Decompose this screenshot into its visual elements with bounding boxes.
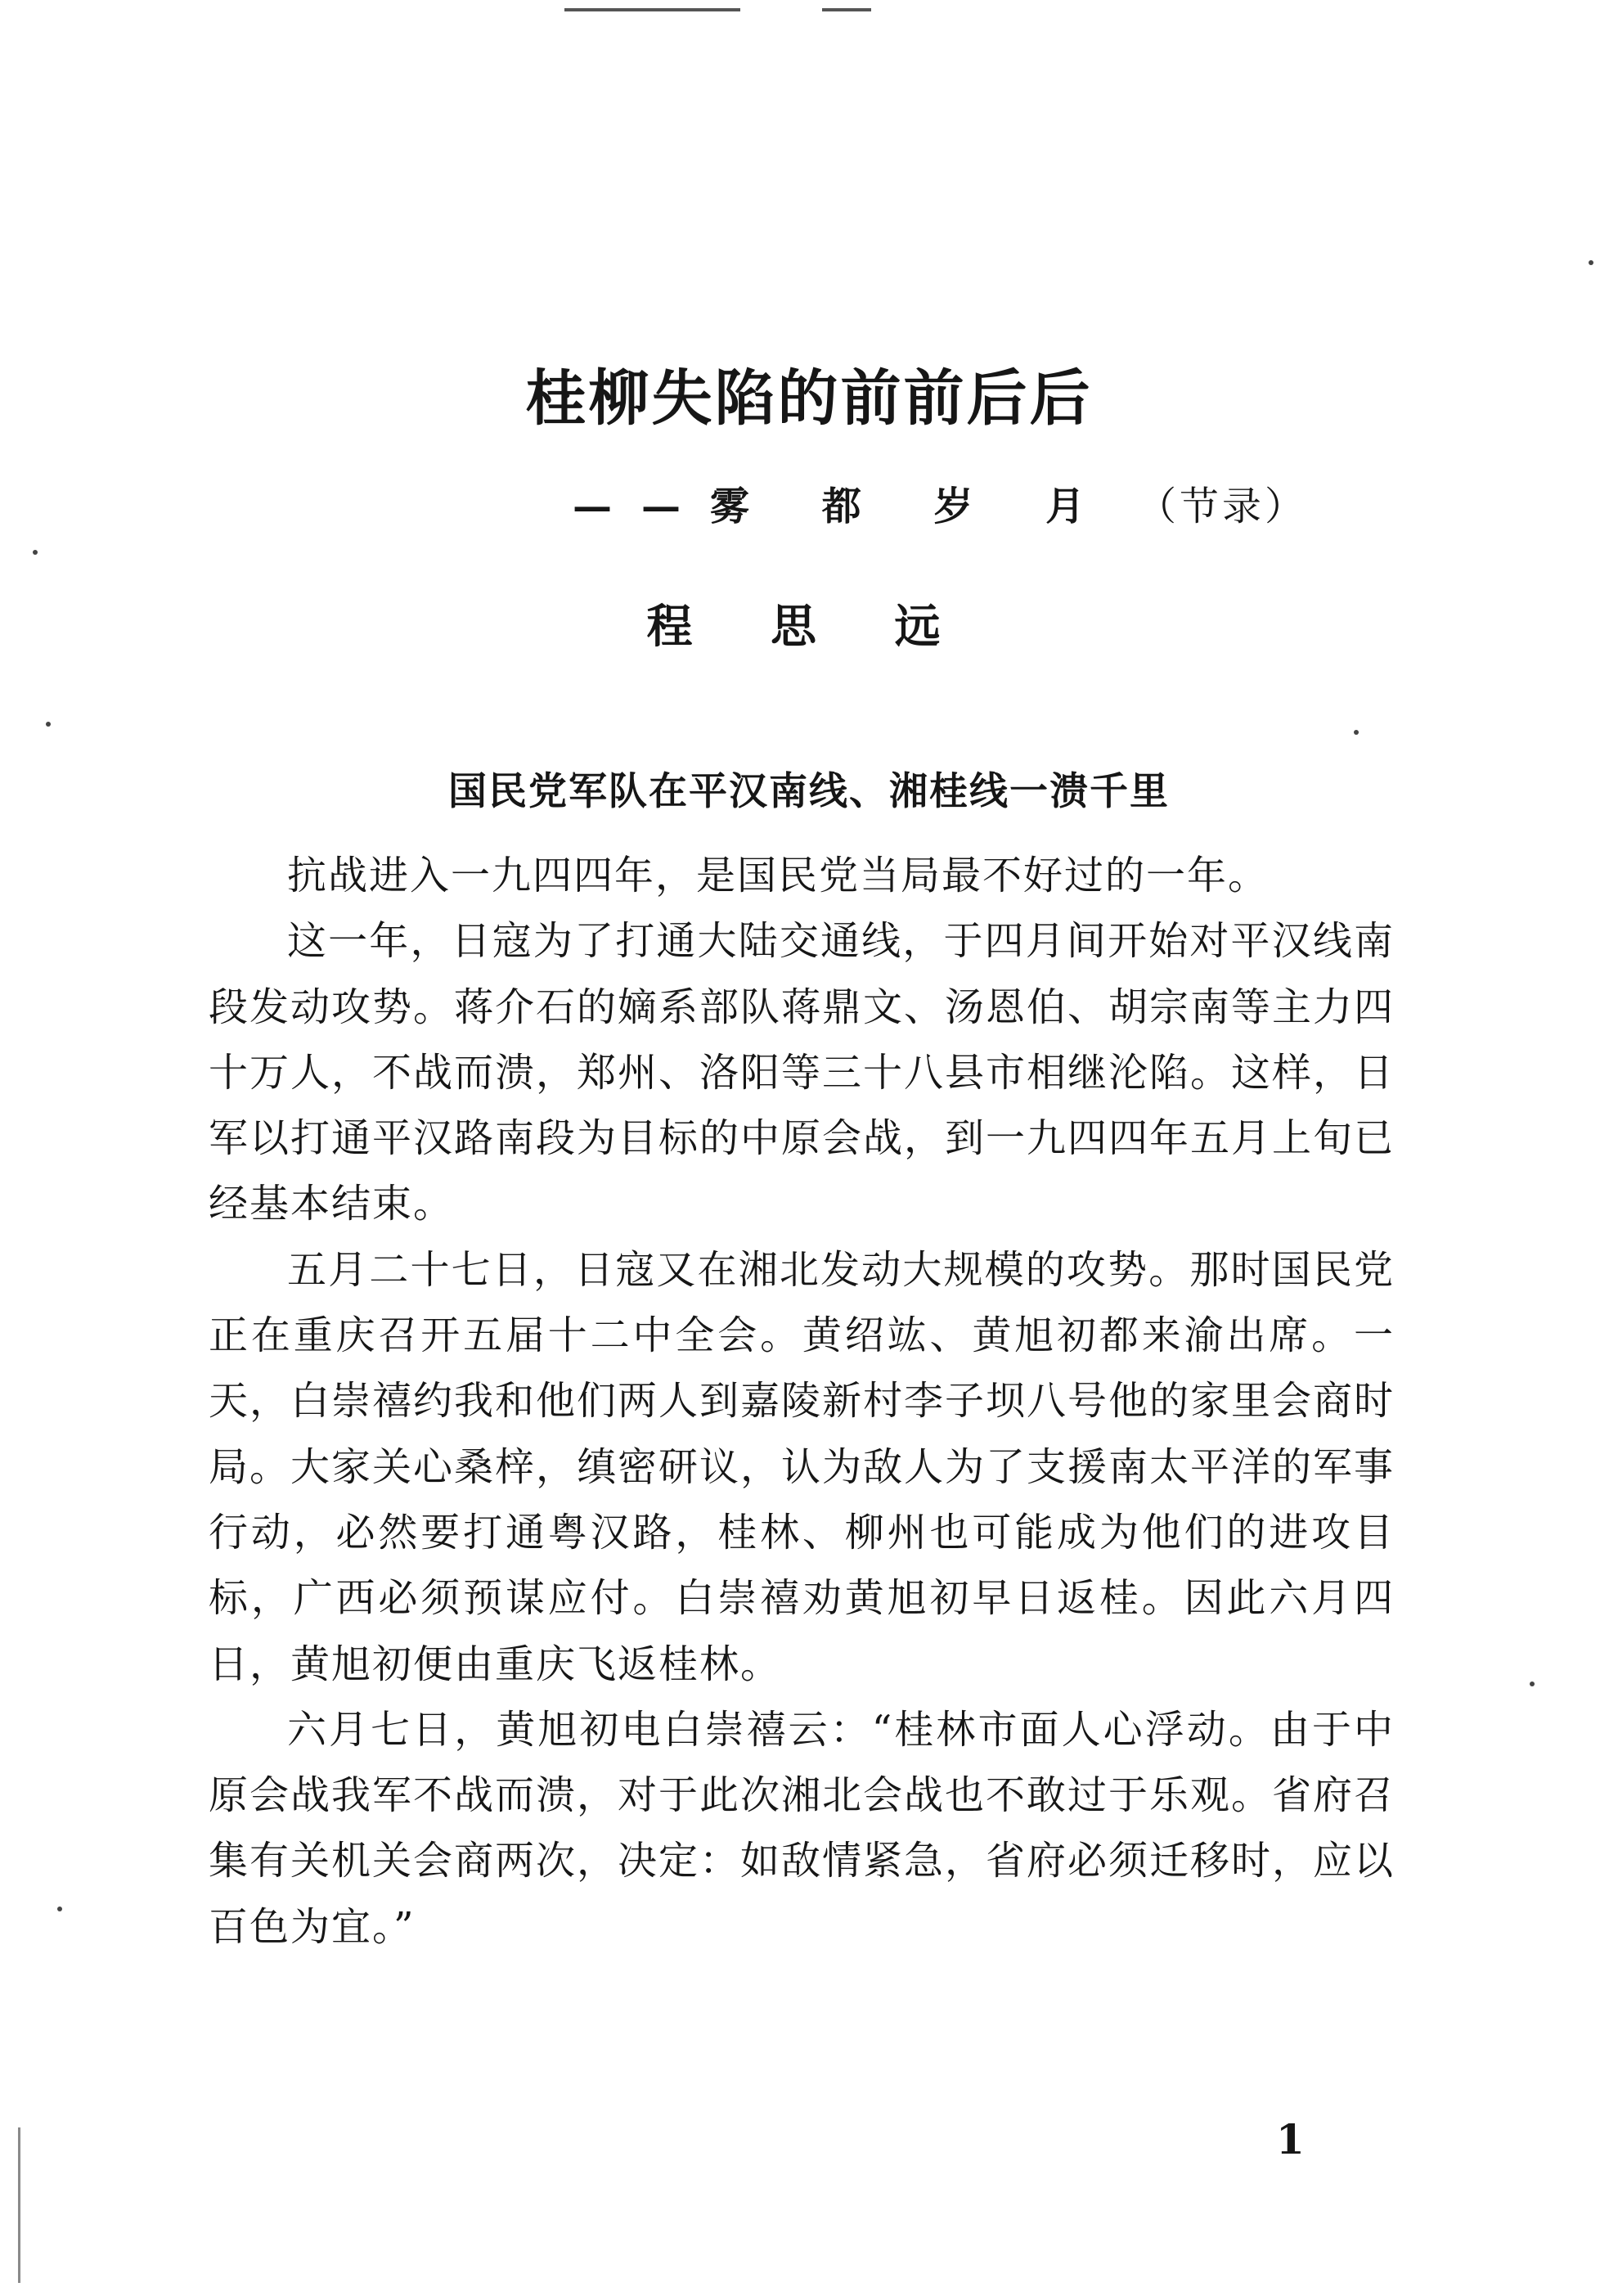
- scan-speck: [1589, 260, 1593, 265]
- body-text: [209, 843, 1395, 1960]
- section-heading: 国民党军队在平汉南线、湘桂线一溃千里: [448, 769, 1170, 814]
- author-name: 程 思 远: [646, 600, 972, 654]
- subtitle-text: ——雾 都 岁 月: [573, 484, 1115, 529]
- scan-speck: [33, 550, 38, 555]
- top-rule-left: [564, 8, 740, 11]
- page-number: 1: [1276, 2115, 1305, 2163]
- paragraph: 抗战进入一九四四年，是国民党当局最不好过的一年。: [287, 853, 1270, 898]
- paragraph: 六月七日，黄旭初电白崇禧云：“桂林市面人心浮动。由于中原会战我军不战而溃，对于此次湘北会战也不敢过于乐观。省府召集有关机关会商两次，决定：如敌情紧急，省府必须迁移时，应以百色为宜。”: [209, 1706, 1396, 1950]
- article-title: 桂柳失陷的前前后后: [525, 363, 1093, 434]
- paragraph: 五月二十七日，日寇又在湘北发动大规模的攻势。那时国民党正在重庆召开五届十二中全会。黄绍竑、黄旭初都来渝出席。一天，白崇禧约我和他们两人到嘉陵新村李子坝八号他的家里会商时局。大家关心桑梓，缜密研议，认为敌人为了支援南太平洋的军事行动，必然要打通粤汉路，桂林、柳州也可能成为他们的进攻目标，广西必须预谋应付。白崇禧劝黄旭初早日返桂。因此六月四日，黄旭初便由重庆飞返桂林。: [209, 1246, 1396, 1687]
- scan-speck: [1354, 730, 1359, 735]
- scan-margin-line: [18, 2127, 20, 2283]
- paragraph: 这一年，日寇为了打通大陆交通线，于四月间开始对平汉线南段发动攻势。蒋介石的嫡系部队蒋鼎文、汤恩伯、胡宗南等主力四十万人，不战而溃，郑州、洛阳等三十八县市相继沦陷。这样，日军以打通平汉路南段为目标的中原会战，到一九四四年五月上旬已经基本结束。: [209, 918, 1396, 1227]
- scan-speck: [57, 1907, 62, 1911]
- top-rule-right: [822, 8, 871, 11]
- subtitle-note: （节录）: [1137, 484, 1308, 529]
- scan-speck: [46, 722, 51, 727]
- scan-speck: [1530, 1681, 1535, 1686]
